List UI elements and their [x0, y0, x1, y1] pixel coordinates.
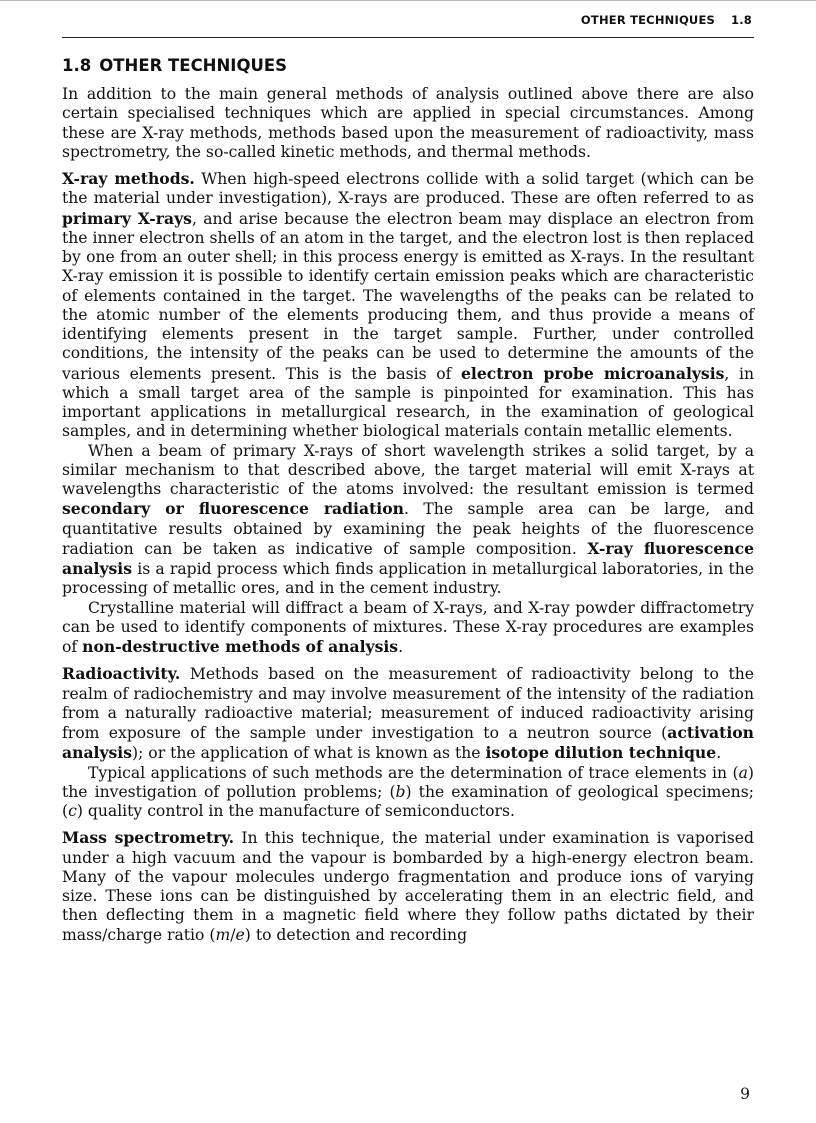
top-edge-rule	[0, 0, 816, 1]
section-number: 1.8	[62, 56, 92, 75]
paragraph-xray-methods: X-ray methods. When high-speed electrons collide with a solid target (which can be the material under investigation), X-rays are produced. These are often referred to as primary X-rays, and arise because the electron beam may displace an electron from the inner electron shells of an atom in the target, and the electron lost is then replaced by one from an outer shell; in this process energy is emitted as X-rays. In the resultant X-ray emission it is possible to identify certain emission peaks which are characteristic of elements contained in the target. The wavelengths of the peaks can be related to the atomic number of the elements producing them, and thus provide a means of identifying elements present in the target sample. Further, under controlled conditions, the intensity of the peaks can be used to determine the amounts of the various elements present. This is the basis of electron probe microanalysis, in which a small target area of the sample is pinpointed for examination. This has important applications in metallurgical research, in the examination of geological samples, and in determining whether biological materials contain metallic elements.	[62, 169, 754, 441]
term-xrf-analysis: X-ray fluorescence analysis	[62, 538, 754, 578]
body-text	[62, 56, 754, 945]
running-header-title: OTHER TECHNIQUES	[580, 13, 716, 27]
section-heading	[62, 56, 754, 76]
paragraph-intro: In addition to the main general methods of analysis outlined above there are also certain specialised techniques which are applied in special circumstances. Among these are X-ray methods, methods based upon the measurement of radioactivity, mass spectrometry, the so-called kinetic methods, and thermal methods.	[62, 85, 754, 161]
page-number: 9	[740, 1085, 750, 1103]
term-primary-xrays: primary X-rays	[62, 208, 192, 228]
paragraph-diffraction: Crystalline material will diffract a beam of X-rays, and X-ray powder diffractometry can be used to identify components of mixtures. These X-ray procedures are examples of non-destructive methods of analysis.	[62, 598, 754, 656]
term-non-destructive: non-destructive methods of analysis	[82, 637, 399, 656]
paragraph-fluorescence: When a beam of primary X-rays of short wavelength strikes a solid target, by a similar mechanism to that described above, the target material will emit X-rays at wavelengths characteristic of the atoms involved: the resultant emission is termed secondary or fluorescence radiation. The sample area can be large, and quantitative results obtained by examining the peak heights of the fluorescence radiation can be taken as indicative of sample composition. X-ray fluorescence analysis is a rapid process which finds application in metallurgical laboratories, in the processing of metallic ores, and in the cement industry.	[62, 441, 754, 598]
paragraph-applications: Typical applications of such methods are the determination of trace elements in (a) the investigation of pollution problems; (b) the examination of geological specimens; (c) quality control in the manufacture of semiconductors.	[62, 763, 754, 820]
term-secondary-radiation: secondary or fluorescence radiation	[62, 499, 404, 519]
term-isotope-dilution: isotope dilution technique	[485, 743, 717, 763]
running-header	[581, 13, 752, 27]
section-title: OTHER TECHNIQUES	[99, 56, 288, 75]
paragraph-mass-spectrometry: Mass spectrometry. In this technique, the material under examination is vaporised under a high vacuum and the vapour is bombarded by a high-energy electron beam. Many of the vapour molecules undergo fragmentation and produce ions of varying size. These ions can be distinguished by accelerating them in an electric field, and then deflecting them in a magnetic field where they follow paths dictated by their mass/charge ratio (m/e) to detection and recording	[62, 828, 754, 944]
header-rule	[62, 37, 754, 38]
paragraph-radioactivity: Radioactivity. Methods based on the measurement of radioactivity belong to the realm of radiochemistry and may involve measurement of the intensity of the radiation from a naturally radioactive material; measurement of induced radioactivity arising from exposure of the sample under investigation to a neutron source (activation analysis); or the application of what is known as the isotope dilution technique.	[62, 664, 754, 763]
run-in-heading-xray: X-ray methods.	[62, 169, 195, 188]
run-in-heading-mass: Mass spectrometry.	[62, 828, 235, 848]
running-header-section: 1.8	[731, 13, 752, 27]
run-in-heading-radioactivity: Radioactivity.	[62, 664, 181, 684]
term-electron-probe: electron probe microanalysis	[460, 363, 725, 383]
term-activation-analysis: activation analysis	[62, 723, 754, 763]
